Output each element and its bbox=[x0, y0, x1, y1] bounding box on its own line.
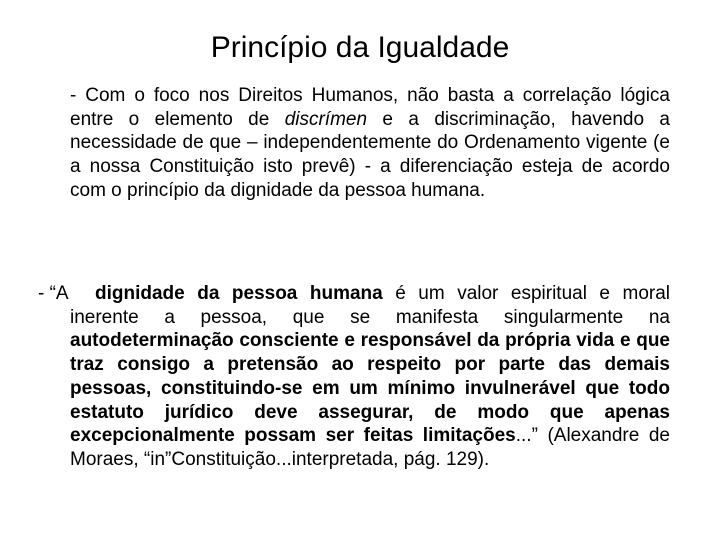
paragraph1-italic-term: discrímen bbox=[284, 108, 368, 130]
paragraph-quote bbox=[38, 282, 670, 472]
paragraph2-text1: é um valor espiritual e moral inerente a pessoa, que se manifesta singularmente na bbox=[70, 283, 670, 328]
paragraph2-bold-dignity: dignidade da pessoa humana bbox=[95, 283, 383, 304]
slide-title: Princípio da Igualdade bbox=[210, 31, 510, 64]
paragraph1-rest: e a discriminação, havendo a necessidade de que – independentemente do Ordenamento vigente (e a nossa Constituição isto prevê) - a diferenciação esteja de acordo com o princípio da dignidade da pessoa humana. bbox=[70, 108, 670, 201]
paragraph2-bold-autodetermination: autodeterminação consciente e responsável da própria vida e que traz consigo a pretensão ao respeito por parte das demais pessoas, constituindo-se em um mínimo invulnerável que todo estatuto jurídico deve assegurar, de modo que apenas excepcionalmente possam ser feitas limitações bbox=[70, 330, 670, 447]
paragraph2-citation: ...” (Alexandre de Moraes, “in”Constituição...interpretada, pág. 129). bbox=[70, 425, 670, 470]
paragraph2-dash: - “A bbox=[38, 283, 69, 304]
paragraph1-lead: - Com o foco nos Direitos Humanos, não basta a correlação lógica entre o elemento de bbox=[70, 85, 670, 130]
paragraph-discrimen bbox=[70, 84, 670, 203]
